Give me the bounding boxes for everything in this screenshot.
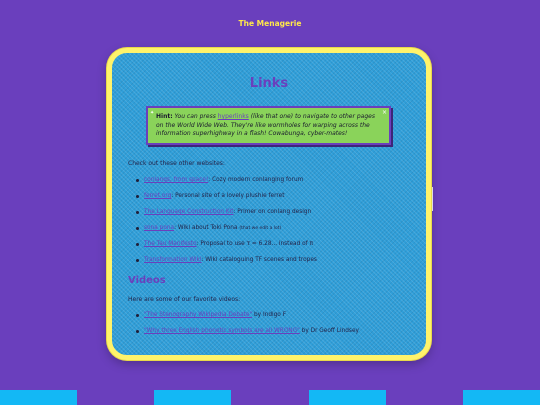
list-item [136, 208, 317, 224]
footer-block [463, 390, 540, 405]
hint-hyperlinks-link[interactable]: hyperlinks [217, 113, 249, 120]
video-link[interactable]: "Why three English phonetic symbols are all WRONG" [144, 328, 300, 334]
websites-intro: Check out these other websites: [128, 160, 225, 167]
websites-list [136, 176, 317, 272]
list-item [136, 240, 317, 256]
footer-block [0, 390, 77, 405]
hint-label: Hint: [156, 113, 173, 120]
footer-block [154, 390, 231, 405]
list-item [136, 176, 317, 192]
footer-stripe [0, 390, 540, 405]
hint-text-after: (like that one) to navigate to other pages on the World Wide Web. They're like wormholes for warping across the information superhighway in a flash! Cowabunga, cyber-mates! [156, 113, 375, 137]
website-desc: : Personal site of a lovely plushie ferret [171, 193, 285, 199]
website-link[interactable]: conlangs, from space! [144, 177, 209, 183]
website-desc: : Cozy modern conlanging forum [208, 177, 304, 183]
website-link[interactable]: sona pona [144, 225, 175, 231]
footer-block [231, 390, 308, 405]
list-item [136, 192, 317, 208]
footer-block [386, 390, 463, 405]
website-desc: : Wiki about Toki Pona [174, 225, 240, 231]
footer-block [309, 390, 386, 405]
list-item [136, 311, 359, 327]
close-icon[interactable]: × [381, 109, 387, 116]
video-desc: by Indigo F [252, 312, 287, 318]
website-link[interactable]: The Language Construction Kit [144, 209, 234, 215]
website-link[interactable]: Transformation Wiki [144, 257, 202, 263]
website-link[interactable]: The Tau Manifesto [144, 241, 197, 247]
footer-block [77, 390, 154, 405]
site-title: The Menagerie [238, 19, 302, 28]
hint-pin-icon: ✦ [150, 110, 155, 116]
videos-heading: Videos [128, 275, 166, 286]
list-item [136, 224, 317, 240]
content-card [107, 48, 431, 360]
website-link[interactable]: ferret.org [144, 193, 172, 199]
hint-text-before: You can press [172, 113, 218, 120]
list-item [136, 256, 317, 272]
website-desc: : Proposal to use τ = 6.28... instead of π [196, 241, 314, 247]
website-desc: : Primer on conlang design [233, 209, 312, 215]
video-link[interactable]: "The Stenography Wikipedia Debate" [144, 312, 253, 318]
list-item [136, 327, 359, 343]
hint-box [146, 106, 391, 145]
video-desc: by Dr Geoff Lindsey [299, 328, 359, 334]
page-heading: Links [249, 76, 289, 91]
website-note: (that we edit a lot) [239, 226, 282, 231]
website-desc: : Wiki cataloguing TF scenes and tropes [201, 257, 317, 263]
videos-intro: Here are some of our favorite videos: [128, 296, 241, 303]
videos-list [136, 311, 359, 343]
